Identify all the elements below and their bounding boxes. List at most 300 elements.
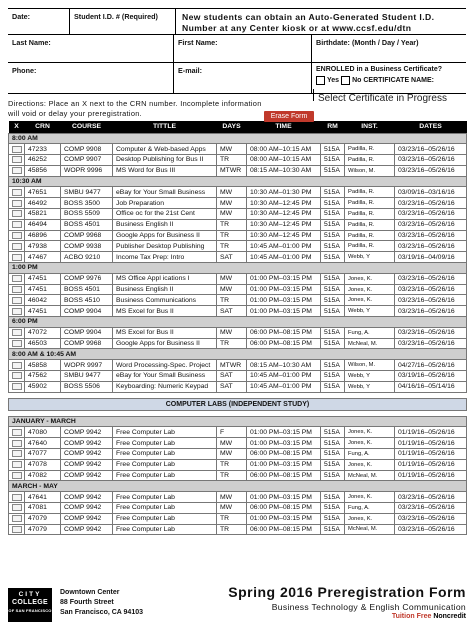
table-row (9, 459, 467, 470)
select-checkbox[interactable] (12, 221, 22, 228)
title-cell: Free Computer Lab (113, 513, 217, 524)
select-checkbox[interactable] (12, 286, 22, 293)
room-cell: 515A (321, 381, 345, 392)
select-cell (9, 492, 25, 503)
room-cell: 515A (321, 470, 345, 481)
select-checkbox[interactable] (12, 515, 22, 522)
instructor-cell: Padilla, R. (345, 230, 395, 241)
days-cell: MW (217, 273, 247, 284)
select-checkbox[interactable] (12, 254, 22, 261)
table-row (9, 306, 467, 317)
select-checkbox[interactable] (12, 232, 22, 239)
time-cell: 10:30 AM–01:30 PM (247, 187, 321, 198)
days-cell: SAT (217, 371, 247, 382)
logo-line-2: COLLEGE (12, 599, 48, 606)
time-cell: 10:45 AM–01:00 PM (247, 241, 321, 252)
address-line-2: 88 Fourth Street (60, 599, 114, 606)
dates-cell: 03/23/16–05/26/16 (395, 241, 467, 252)
select-checkbox[interactable] (12, 504, 22, 511)
instructor-cell: Jones, K. (345, 492, 395, 503)
yes-checkbox[interactable] (316, 76, 325, 85)
room-cell: 515A (321, 360, 345, 371)
course-cell: COMP 9968 (61, 338, 113, 349)
select-cell (9, 306, 25, 317)
select-cell (9, 230, 25, 241)
select-checkbox[interactable] (12, 429, 22, 436)
days-cell: MW (217, 198, 247, 209)
instructor-cell: Padilla, R. (345, 155, 395, 166)
crn-cell: 47641 (25, 492, 61, 503)
dates-cell: 03/23/16–05/26/16 (395, 198, 467, 209)
dates-cell: 01/19/16–05/26/16 (395, 470, 467, 481)
days-cell: TR (217, 241, 247, 252)
select-cell (9, 252, 25, 263)
course-cell: COMP 9968 (61, 230, 113, 241)
time-cell: 08:15 AM–10:30 AM (247, 165, 321, 176)
select-cell (9, 503, 25, 514)
dates-cell: 03/23/16–05/26/16 (395, 273, 467, 284)
select-checkbox[interactable] (12, 200, 22, 207)
select-checkbox[interactable] (12, 372, 22, 379)
no-checkbox[interactable] (341, 76, 350, 85)
time-cell: 01:00 PM–03:15 PM (247, 438, 321, 449)
section-heading: 10:30 AM (9, 176, 467, 187)
col-inst: INST. (345, 121, 395, 133)
room-cell: 515A (321, 230, 345, 241)
title-cell: Free Computer Lab (113, 427, 217, 438)
section-heading: 6:00 PM (9, 317, 467, 328)
room-cell: 515A (321, 306, 345, 317)
select-checkbox[interactable] (12, 297, 22, 304)
select-checkbox[interactable] (12, 526, 22, 533)
time-cell: 01:00 PM–03:15 PM (247, 295, 321, 306)
select-cell (9, 241, 25, 252)
select-checkbox[interactable] (12, 275, 22, 282)
no-label: No CERTIFICATE NAME: (352, 77, 434, 84)
course-cell: COMP 9938 (61, 241, 113, 252)
dates-cell: 01/19/16–05/26/16 (395, 449, 467, 460)
course-cell: COMP 9907 (61, 155, 113, 166)
days-cell: TR (217, 459, 247, 470)
table-row (9, 381, 467, 392)
select-checkbox[interactable] (12, 494, 22, 501)
labs-heading: COMPUTER LABS (INDEPENDENT STUDY) (9, 398, 467, 410)
title-cell: Free Computer Lab (113, 459, 217, 470)
directions-text (8, 99, 308, 119)
table-row (9, 360, 467, 371)
days-cell: TR (217, 155, 247, 166)
room-cell: 515A (321, 449, 345, 460)
select-cell (9, 165, 25, 176)
title-cell: Job Preparation (113, 198, 217, 209)
tuition-tag (392, 613, 466, 620)
noncredit-label: Noncredit (433, 613, 466, 620)
table-row (9, 219, 467, 230)
birthdate-label: Birthdate: (Month / Day / Year) (316, 38, 419, 47)
section-heading-row (9, 133, 467, 144)
crn-cell: 47082 (25, 470, 61, 481)
title-cell: eBay for Your Small Business (113, 187, 217, 198)
days-cell: TR (217, 513, 247, 524)
instructor-cell: Webb, Y (345, 371, 395, 382)
room-cell: 515A (321, 165, 345, 176)
course-cell: COMP 9942 (61, 459, 113, 470)
instructor-cell: Wilson, M. (345, 360, 395, 371)
time-cell: 08:00 AM–10:15 AM (247, 144, 321, 155)
time-cell: 10:45 AM–01:00 PM (247, 381, 321, 392)
crn-cell: 45858 (25, 360, 61, 371)
select-checkbox[interactable] (12, 243, 22, 250)
email-field[interactable] (174, 63, 312, 94)
title-cell: Free Computer Lab (113, 438, 217, 449)
course-cell: BOSS 4501 (61, 284, 113, 295)
instructor-cell: Jones, K. (345, 427, 395, 438)
select-checkbox[interactable] (12, 167, 22, 174)
course-cell: COMP 9908 (61, 144, 113, 155)
select-cell (9, 427, 25, 438)
title-cell: MS Excel for Bus II (113, 306, 217, 317)
room-cell: 515A (321, 524, 345, 535)
room-cell: 515A (321, 327, 345, 338)
form-subtitle: Business Technology & English Communication (271, 602, 466, 612)
select-checkbox[interactable] (12, 189, 22, 196)
table-row (9, 187, 467, 198)
course-cell: COMP 9942 (61, 503, 113, 514)
dates-cell: 03/23/16–05/26/16 (395, 524, 467, 535)
section-heading: JANUARY - MARCH (9, 416, 467, 427)
room-cell: 515A (321, 284, 345, 295)
days-cell: MW (217, 284, 247, 295)
instructor-cell: Webb, Y (345, 306, 395, 317)
directions-line-1: Directions: Place an X next to the CRN number. Incomplete information (8, 99, 262, 108)
phone-field[interactable] (8, 63, 174, 94)
select-checkbox[interactable] (12, 472, 22, 479)
address-line-3: San Francisco, CA 94103 (60, 609, 144, 616)
select-checkbox[interactable] (12, 340, 22, 347)
time-cell: 06:00 PM–08:15 PM (247, 524, 321, 535)
crn-cell: 47467 (25, 252, 61, 263)
title-cell: Google Apps for Business II (113, 338, 217, 349)
time-cell: 10:30 AM–12:45 PM (247, 198, 321, 209)
room-cell: 515A (321, 273, 345, 284)
course-cell: COMP 9942 (61, 449, 113, 460)
select-cell (9, 144, 25, 155)
time-cell: 08:15 AM–10:30 AM (247, 360, 321, 371)
days-cell: SAT (217, 381, 247, 392)
table-row (9, 427, 467, 438)
table-row (9, 144, 467, 155)
student-id-field[interactable] (70, 9, 176, 35)
crn-cell: 45856 (25, 165, 61, 176)
dates-cell: 03/23/16–05/26/16 (395, 284, 467, 295)
select-checkbox[interactable] (12, 450, 22, 457)
room-cell: 515A (321, 513, 345, 524)
section-heading: 8:00 AM (9, 133, 467, 144)
room-cell: 515A (321, 187, 345, 198)
select-checkbox[interactable] (12, 383, 22, 390)
select-checkbox[interactable] (12, 362, 22, 369)
time-cell: 01:00 PM–03:15 PM (247, 513, 321, 524)
instructor-cell: McNeal, M. (345, 338, 395, 349)
dates-cell: 03/23/16–05/26/16 (395, 219, 467, 230)
select-cell (9, 327, 25, 338)
days-cell: SAT (217, 252, 247, 263)
days-cell: MTWR (217, 165, 247, 176)
registration-form (8, 8, 466, 535)
course-cell: COMP 9904 (61, 306, 113, 317)
table-row (9, 230, 467, 241)
table-row (9, 327, 467, 338)
crn-cell: 47078 (25, 459, 61, 470)
class-sections (9, 133, 467, 392)
directions-row (8, 93, 466, 121)
days-cell: F (217, 427, 247, 438)
crn-cell: 47080 (25, 427, 61, 438)
room-cell: 515A (321, 427, 345, 438)
title-cell: MS Word for Bus III (113, 165, 217, 176)
room-cell: 515A (321, 241, 345, 252)
title-cell: Free Computer Lab (113, 449, 217, 460)
days-cell: MW (217, 144, 247, 155)
title-cell: Business English II (113, 284, 217, 295)
time-cell: 06:00 PM–08:15 PM (247, 503, 321, 514)
table-row (9, 513, 467, 524)
title-cell: MS Excel for Bus II (113, 327, 217, 338)
course-cell: WOPR 9997 (61, 360, 113, 371)
crn-cell: 46896 (25, 230, 61, 241)
time-cell: 01:00 PM–03:15 PM (247, 306, 321, 317)
instructor-cell: Jones, K. (345, 459, 395, 470)
date-field[interactable] (8, 9, 70, 35)
room-cell: 515A (321, 295, 345, 306)
time-cell: 06:00 PM–08:15 PM (247, 327, 321, 338)
title-cell: Free Computer Lab (113, 492, 217, 503)
select-cell (9, 360, 25, 371)
select-checkbox[interactable] (12, 440, 22, 447)
instructor-cell: Padilla, R. (345, 198, 395, 209)
schedule-table (8, 121, 467, 535)
instructor-cell: Fung, A. (345, 327, 395, 338)
dates-cell: 03/23/16–05/26/16 (395, 327, 467, 338)
address-line-1: Downtown Center (60, 589, 120, 596)
select-checkbox[interactable] (12, 329, 22, 336)
course-cell: BOSS 3500 (61, 198, 113, 209)
instructor-cell: Wilson, M. (345, 165, 395, 176)
time-cell: 10:45 AM–01:00 PM (247, 371, 321, 382)
dates-cell: 03/23/16–05/26/16 (395, 295, 467, 306)
time-cell: 06:00 PM–08:15 PM (247, 470, 321, 481)
room-cell: 515A (321, 144, 345, 155)
col-x: X (9, 121, 25, 133)
days-cell: MTWR (217, 360, 247, 371)
select-cell (9, 219, 25, 230)
time-cell: 10:30 AM–12:45 PM (247, 230, 321, 241)
dates-cell: 03/23/16–05/26/16 (395, 165, 467, 176)
time-cell: 01:00 PM–03:15 PM (247, 284, 321, 295)
notice-line-1: New students can obtain an Auto-Generated Student I.D. (182, 12, 435, 22)
dates-cell: 04/27/16–05/26/16 (395, 360, 467, 371)
select-cell (9, 459, 25, 470)
center-address (60, 588, 143, 618)
crn-cell: 46252 (25, 155, 61, 166)
crn-cell: 47233 (25, 144, 61, 155)
title-cell: Google Apps for Business II (113, 230, 217, 241)
room-cell: 515A (321, 503, 345, 514)
days-cell: TR (217, 338, 247, 349)
days-cell: TR (217, 524, 247, 535)
crn-cell: 47651 (25, 187, 61, 198)
select-cell (9, 295, 25, 306)
dates-cell: 03/23/16–05/26/16 (395, 338, 467, 349)
time-cell: 10:30 AM–12:45 PM (247, 219, 321, 230)
phone-label: Phone: (12, 66, 37, 75)
days-cell: MW (217, 449, 247, 460)
dates-cell: 01/19/16–05/26/16 (395, 459, 467, 470)
select-cell (9, 438, 25, 449)
col-time: TIME (247, 121, 321, 133)
table-row (9, 524, 467, 535)
course-cell: COMP 9942 (61, 470, 113, 481)
notice-line-2: Number at any Center kiosk or at www.ccsf.edu/dtn (182, 23, 412, 33)
dates-cell: 03/23/16–05/26/16 (395, 503, 467, 514)
table-row (9, 252, 467, 263)
col-days: DAYS (217, 121, 247, 133)
new-student-notice (176, 9, 466, 35)
table-header-row (9, 121, 467, 133)
room-cell: 515A (321, 252, 345, 263)
table-row (9, 155, 467, 166)
select-cell (9, 198, 25, 209)
course-cell: COMP 9942 (61, 492, 113, 503)
dates-cell: 03/23/16–05/26/16 (395, 306, 467, 317)
instructor-cell: Padilla, R. (345, 144, 395, 155)
course-cell: BOSS 4510 (61, 295, 113, 306)
select-cell (9, 381, 25, 392)
title-cell: Word Processing-Spec. Project (113, 360, 217, 371)
section-heading-row (9, 416, 467, 427)
birthdate-field[interactable] (312, 35, 466, 63)
certificate-select[interactable]: Select Certificate in Progress (318, 93, 447, 104)
crn-cell: 46503 (25, 338, 61, 349)
instructor-cell: Jones, K. (345, 438, 395, 449)
course-cell: WOPR 9996 (61, 165, 113, 176)
select-checkbox[interactable] (12, 146, 22, 153)
directions-line-2: will void or delay your preregistration. (8, 109, 142, 118)
days-cell: MW (217, 503, 247, 514)
course-cell: COMP 9942 (61, 513, 113, 524)
days-cell: MW (217, 492, 247, 503)
instructor-cell: Fung, A. (345, 503, 395, 514)
erase-form-button[interactable]: Erase Form (264, 111, 314, 122)
title-cell: Desktop Publishing for Bus II (113, 155, 217, 166)
logo-line-3: OF SAN FRANCISCO (8, 608, 52, 613)
room-cell: 515A (321, 155, 345, 166)
course-cell: COMP 9942 (61, 524, 113, 535)
dates-cell: 04/16/16–05/14/16 (395, 381, 467, 392)
title-cell: Income Tax Prep: Intro (113, 252, 217, 263)
room-cell: 515A (321, 459, 345, 470)
select-cell (9, 209, 25, 220)
student-info-header (8, 8, 466, 93)
time-cell: 01:00 PM–03:15 PM (247, 492, 321, 503)
section-heading-row (9, 176, 467, 187)
time-cell: 08:00 AM–10:15 AM (247, 155, 321, 166)
select-checkbox[interactable] (12, 461, 22, 468)
days-cell: TR (217, 219, 247, 230)
title-cell: Free Computer Lab (113, 524, 217, 535)
section-heading: MARCH - MAY (9, 481, 467, 492)
section-heading-row (9, 317, 467, 328)
instructor-cell: Padilla, R. (345, 187, 395, 198)
section-heading-row (9, 263, 467, 274)
lab-sections (9, 416, 467, 535)
dates-cell: 03/09/16–03/16/16 (395, 187, 467, 198)
student-id-label: Student I.D. # (Required) (74, 12, 158, 21)
title-cell: eBay for Your Small Business (113, 371, 217, 382)
dates-cell: 03/19/16–04/09/16 (395, 252, 467, 263)
time-cell: 01:00 PM–03:15 PM (247, 427, 321, 438)
title-cell: Publisher Desktop Publishing (113, 241, 217, 252)
select-cell (9, 449, 25, 460)
crn-cell: 45821 (25, 209, 61, 220)
table-row (9, 449, 467, 460)
dates-cell: 03/23/16–05/26/16 (395, 492, 467, 503)
table-row (9, 492, 467, 503)
course-cell: COMP 9904 (61, 327, 113, 338)
dates-cell: 03/23/16–05/26/16 (395, 513, 467, 524)
form-title: Spring 2016 Preregistration Form (228, 584, 466, 600)
dates-cell: 01/19/16–05/26/16 (395, 438, 467, 449)
crn-cell: 46494 (25, 219, 61, 230)
col-crn: CRN (25, 121, 61, 133)
title-cell: Free Computer Lab (113, 503, 217, 514)
title-cell: Computer & Web-based Apps (113, 144, 217, 155)
time-cell: 01:00 PM–03:15 PM (247, 459, 321, 470)
select-cell (9, 155, 25, 166)
select-checkbox[interactable] (12, 156, 22, 163)
time-cell: 06:00 PM–08:15 PM (247, 338, 321, 349)
crn-cell: 47938 (25, 241, 61, 252)
first-name-field[interactable] (174, 35, 312, 63)
col-title: TITTLE (113, 121, 217, 133)
table-row (9, 241, 467, 252)
title-cell: Business Communications (113, 295, 217, 306)
select-checkbox[interactable] (12, 210, 22, 217)
course-cell: COMP 9942 (61, 438, 113, 449)
select-checkbox[interactable] (12, 308, 22, 315)
last-name-field[interactable] (8, 35, 174, 63)
labs-heading-row (9, 398, 467, 410)
dates-cell: 03/23/16–05/26/16 (395, 144, 467, 155)
crn-cell: 46042 (25, 295, 61, 306)
section-heading-row (9, 481, 467, 492)
room-cell: 515A (321, 492, 345, 503)
select-cell (9, 470, 25, 481)
crn-cell: 47451 (25, 284, 61, 295)
crn-cell: 47451 (25, 306, 61, 317)
select-cell (9, 284, 25, 295)
days-cell: TR (217, 230, 247, 241)
crn-cell: 47081 (25, 503, 61, 514)
college-logo (8, 588, 52, 622)
col-dates: DATES (395, 121, 467, 133)
course-cell: BOSS 5506 (61, 381, 113, 392)
title-cell: MS Office Appl ications I (113, 273, 217, 284)
room-cell: 515A (321, 198, 345, 209)
days-cell: TR (217, 470, 247, 481)
table-row (9, 165, 467, 176)
instructor-cell: Webb, Y (345, 252, 395, 263)
